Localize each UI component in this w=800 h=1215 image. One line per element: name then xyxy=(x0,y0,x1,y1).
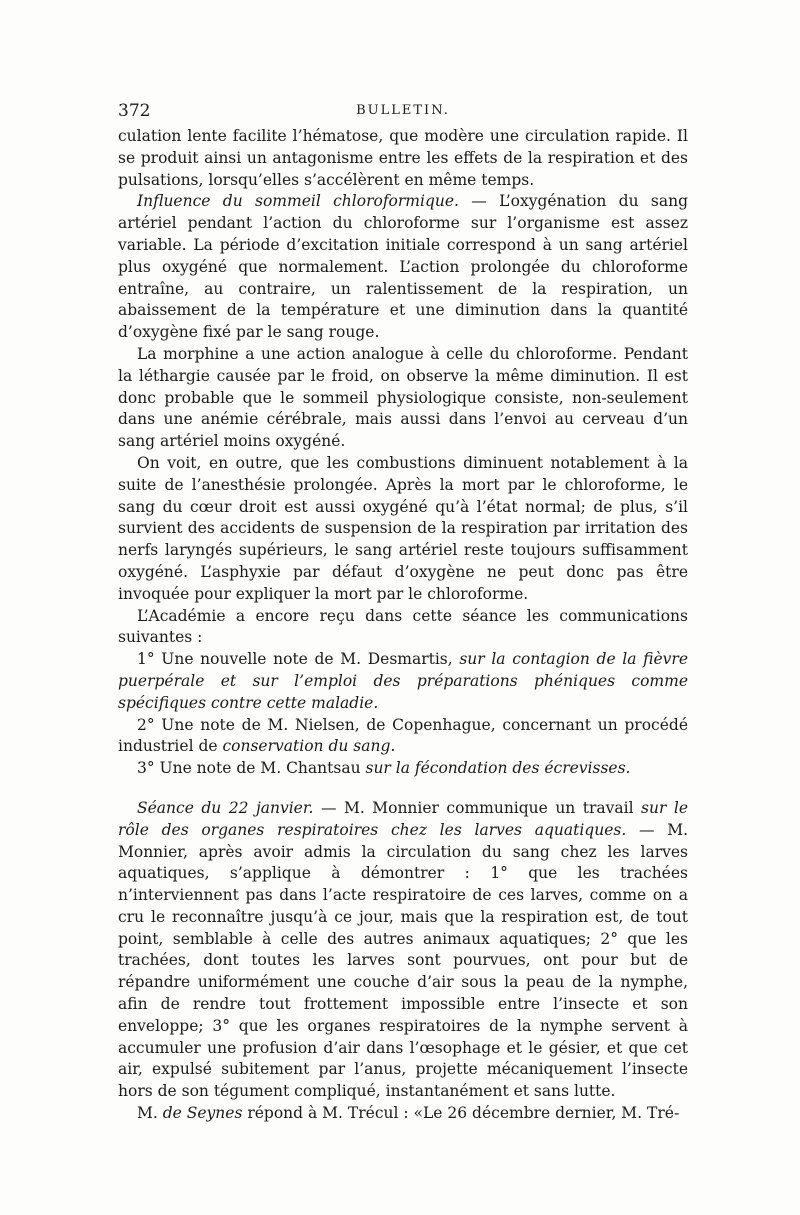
text: répond à M. Trécul : «Le 26 décembre dernier, M. Tré- xyxy=(242,1104,680,1123)
text: — M. Monnier, après avoir admis la circulation du sang chez les larves aquatiques, s’applique à démontrer : 1° que les trachées n’interviennent pas dans l’acte respiratoire de ces larves, comme on a cru le reconnaître jusqu’à ce jour, mais que la respiration est, de tout point, semblable à celle des autres animaux aquatiques; 2° que les trachées, dont toutes les larves sont pourvues, ont pour but de répandre uniformément une couche d’air sous la peau de la nymphe, afin de rendre tout frottement impossible entre l’insecte et son enveloppe; 3° que les organes respiratoires de la nymphe servent à accumuler une profusion d’air dans l’œsophage et le gésier, et que cet air, expulsé subitement par l’anus, projette mécaniquement l’insecte hors de son tégument compliqué, instantanément et sans lutte. xyxy=(118,820,688,1101)
paragraph xyxy=(118,715,688,759)
text: La morphine a une action analogue à celle du chloroforme. Pendant la léthargie causée par le froid, on observe la même diminution. Il est donc probable que le sommeil physiologique consiste, non-seulement dans une anémie cérébrale, mais aussi dans l’envoi au cerveau d’un sang artériel moins oxygéné. xyxy=(118,344,688,451)
paragraph xyxy=(118,606,688,650)
running-head: BULLETIN. xyxy=(356,103,450,118)
text: M. xyxy=(137,1104,163,1123)
italic-text: de Seynes xyxy=(162,1104,243,1123)
paragraph xyxy=(118,649,688,714)
text: culation lente facilite l’hématose, que modère une circulation rapide. Il se produit ainsi un antagonisme entre les effets de la respiration et des pulsations, lorsqu’elles s’accélèrent en même temps. xyxy=(118,127,688,189)
paragraph xyxy=(118,798,688,1103)
text: — M. Monnier communique un travail xyxy=(313,798,642,817)
page-number: 372 xyxy=(118,101,151,121)
text: 1° Une nouvelle note de M. Desmartis, xyxy=(137,650,460,669)
italic-text: conservation du sang. xyxy=(222,737,396,756)
paragraph xyxy=(118,191,688,344)
paragraph xyxy=(118,453,688,606)
paragraph xyxy=(118,1103,688,1125)
paragraph xyxy=(118,126,688,191)
italic-text: sur la contagion de la fièvre puerpérale et sur l’emploi des préparations phéniques comme spécifiques contre cette maladie. xyxy=(118,650,688,712)
italic-text: sur la fécondation des écrevisses. xyxy=(365,759,631,778)
italic-text: Séance du 22 janvier. xyxy=(137,798,314,817)
italic-text: sur le rôle des organes respiratoires chez les larves aquatiques. xyxy=(118,798,689,839)
page-header xyxy=(118,100,688,122)
article-body xyxy=(118,126,688,1125)
paragraph xyxy=(118,344,688,453)
text: 2° Une note de M. Nielsen, de Copenhague, concernant un procédé industriel de xyxy=(118,715,688,756)
text: — L’oxygénation du sang artériel pendant l’action du chloroforme sur l’organisme est assez variable. La période d’excitation initiale correspond à un sang artériel plus oxygéné que normalement. L’action prolongée du chloroforme entraîne, au contraire, un ralentissement de la respiration, un abaissement de la température et une diminution dans la quantité d’oxygène fixé par le sang rouge. xyxy=(118,192,688,342)
text: L’Académie a encore reçu dans cette séance les communications suivantes : xyxy=(118,606,688,647)
italic-text: Influence du sommeil chloroformique. xyxy=(137,192,459,211)
text: 3° Une note de M. Chantsau xyxy=(137,759,366,778)
paragraph xyxy=(118,758,688,780)
text: On voit, en outre, que les combustions diminuent notablement à la suite de l’anesthésie prolongée. Après la mort par le chloroforme, le sang du cœur droit est aussi oxygéné qu’à l’état normal; de plus, s’il survient des accidents de suspension de la respiration par irritation des nerfs laryngés supérieurs, le sang artériel reste toujours suffisamment oxygéné. L’asphyxie par défaut d’oxygène ne peut donc pas être invoquée pour expliquer la mort par le chloroforme. xyxy=(118,453,688,603)
